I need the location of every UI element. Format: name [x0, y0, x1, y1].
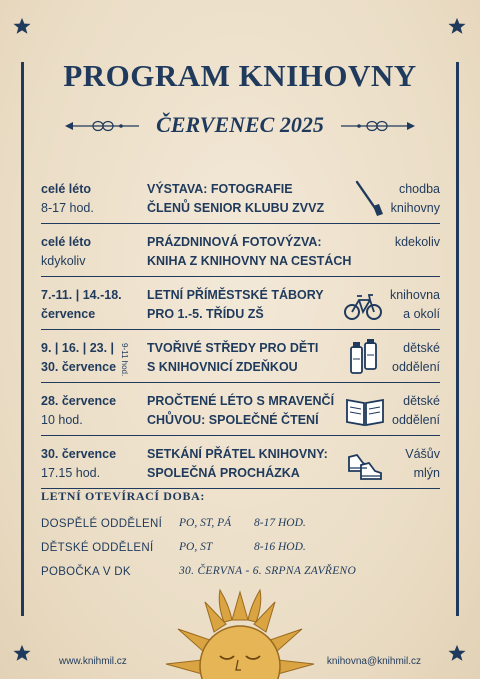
event-title	[147, 286, 357, 324]
paintbrush-icon	[349, 180, 389, 218]
event-date	[41, 180, 141, 218]
bicycle-icon	[343, 286, 383, 324]
event-title	[147, 392, 357, 430]
event-time: 10 hod.	[41, 413, 83, 427]
event-place-line: mlýn	[413, 466, 440, 480]
event-title	[147, 180, 357, 218]
event-title-line: CHŮVOU: SPOLEČNÉ ČTENÍ	[147, 413, 319, 427]
event-place-line: dětské	[403, 341, 440, 355]
event-time: 8-17 hod.	[41, 201, 94, 215]
event-place-line: oddělení	[392, 413, 440, 427]
event-title	[147, 339, 357, 377]
star-icon	[13, 17, 31, 35]
opening-time: 8-16 HOD.	[254, 541, 306, 553]
event-row	[41, 229, 440, 277]
event-place-line: knihovny	[390, 201, 440, 215]
event-title-line: SPOLEČNÁ PROCHÁZKA	[147, 466, 300, 480]
event-title-line: PRO 1.-5. TŘÍDU ZŠ	[147, 307, 264, 321]
opening-days: PO, ST, PÁ	[179, 517, 232, 529]
event-place-line: kdekoliv	[394, 235, 440, 249]
event-place-line: knihovna	[389, 288, 440, 302]
event-date-main: celé léto	[41, 182, 92, 196]
event-title-line: SETKÁNÍ PŘÁTEL KNIHOVNY:	[147, 447, 328, 461]
event-date-main: 9. | 16. | 23. |	[41, 341, 115, 355]
department-label: DOSPĚLÉ ODDĚLENÍ	[41, 518, 163, 530]
event-title-line: ČLENŮ SENIOR KLUBU ZVVZ	[147, 201, 325, 215]
open-book-icon	[345, 392, 385, 430]
event-row	[41, 388, 440, 436]
event-title-line: KNIHA Z KNIHOVNY NA CESTÁCH	[147, 254, 352, 268]
event-title-line: PROČTENÉ LÉTO S MRAVENČÍ	[147, 394, 335, 408]
footer-website-link[interactable]: www.knihmil.cz	[59, 656, 127, 667]
opening-hours-heading: LETNÍ OTEVÍRACÍ DOBA:	[41, 489, 205, 503]
event-place	[395, 233, 440, 252]
star-icon	[13, 644, 31, 662]
event-time: 17.15 hod.	[41, 466, 101, 480]
event-title-line: S KNIHOVNICÍ ZDEŇKOU	[147, 360, 298, 374]
opening-days: PO, ST	[179, 541, 213, 553]
star-icon	[448, 17, 466, 35]
events-list	[41, 176, 440, 494]
event-place-line: a okolí	[403, 307, 440, 321]
opening-hours-row	[41, 514, 441, 538]
event-title	[147, 445, 357, 483]
event-date	[41, 392, 141, 430]
right-border-line	[456, 62, 459, 616]
department-label: DĚTSKÉ ODDĚLENÍ	[41, 542, 154, 554]
event-time: kdykoliv	[41, 254, 86, 268]
event-date-main: celé léto	[41, 235, 92, 249]
page-title: PROGRAM KNIHOVNY	[63, 58, 417, 93]
event-place	[391, 180, 440, 218]
department-label: POBOČKA V DK	[41, 566, 131, 578]
event-row	[41, 335, 440, 383]
event-place-line: dětské	[403, 394, 440, 408]
event-title	[147, 233, 357, 271]
left-border-line	[21, 62, 24, 616]
event-time: 30. července	[41, 360, 117, 374]
event-place-line: chodba	[398, 182, 440, 196]
event-place	[405, 445, 440, 483]
sneakers-icon	[345, 445, 385, 483]
sun-icon	[160, 584, 320, 679]
event-row	[41, 282, 440, 330]
event-date	[41, 286, 141, 324]
event-place-line: oddělení	[392, 360, 440, 374]
event-time: července	[41, 307, 96, 321]
footer-email-link[interactable]: knihovna@knihmil.cz	[326, 656, 421, 667]
event-place-line: Vášův	[405, 447, 440, 461]
page-subtitle: ČERVENEC 2025	[156, 112, 324, 137]
opening-time: 8-17 HOD.	[254, 517, 306, 529]
event-title-line: PRÁZDNINOVÁ FOTOVÝZVA:	[147, 235, 322, 249]
star-icon	[448, 644, 466, 662]
closed-notice: 30. ČERVNA - 6. SRPNA ZAVŘENO	[179, 565, 357, 577]
event-date-main: 30. července	[41, 447, 117, 461]
event-place	[392, 339, 440, 377]
event-date	[41, 233, 141, 271]
event-row	[41, 176, 440, 224]
event-date-main: 28. července	[41, 394, 117, 408]
event-time-note: 9-11 hod.	[120, 343, 129, 377]
glue-tubes-icon	[345, 339, 385, 377]
event-place	[392, 392, 440, 430]
event-date-main: 7.-11. | 14.-18.	[41, 288, 122, 302]
event-title-line: LETNÍ PŘÍMĚSTSKÉ TÁBORY	[147, 288, 324, 302]
event-title-line: TVOŘIVÉ STŘEDY PRO DĚTI	[147, 341, 319, 355]
event-title-line: VÝSTAVA: FOTOGRAFIE	[147, 182, 293, 196]
event-place	[390, 286, 440, 324]
flourish-right-icon	[339, 117, 417, 135]
event-date	[41, 445, 141, 483]
event-row	[41, 441, 440, 489]
opening-hours-row	[41, 562, 441, 586]
opening-hours	[41, 489, 441, 586]
opening-hours-row	[41, 538, 441, 562]
